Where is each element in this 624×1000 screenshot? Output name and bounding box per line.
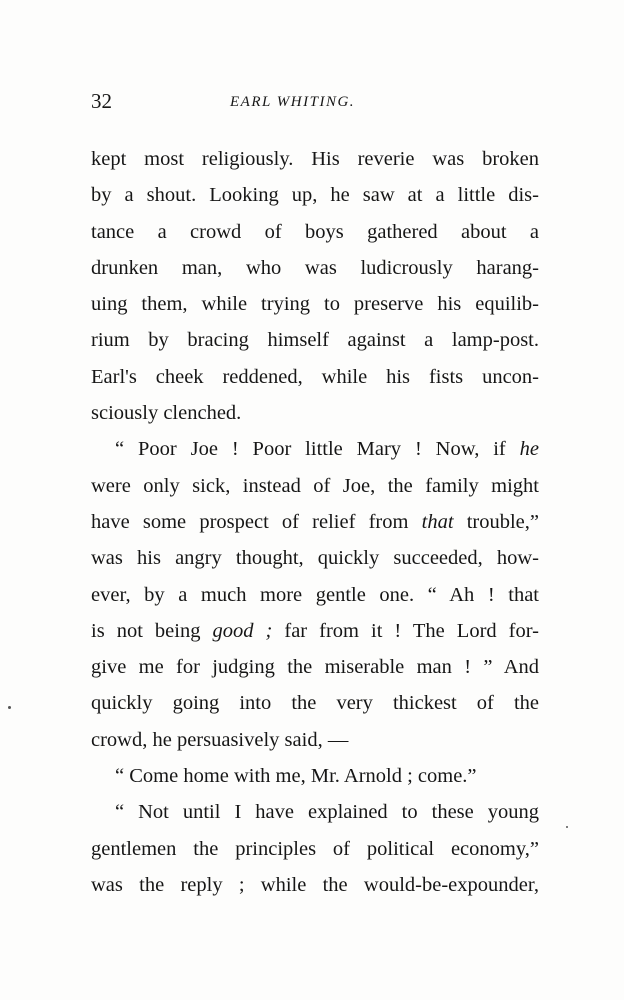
text-line-segment: ever, by a much more gentle one. “ Ah ! that bbox=[91, 583, 539, 606]
text-line-segment: give me for judging the miserable man ! ” And bbox=[91, 656, 539, 679]
text-line bbox=[91, 217, 539, 253]
text-line bbox=[91, 507, 539, 543]
text-line bbox=[91, 543, 539, 579]
body-text bbox=[91, 144, 539, 906]
text-line bbox=[91, 616, 539, 652]
text-line bbox=[91, 253, 539, 289]
text-line bbox=[91, 325, 539, 361]
text-line-segment: was his angry thought, quickly succeeded, how- bbox=[91, 547, 539, 570]
text-line-segment: rium by bracing himself against a lamp-post. bbox=[91, 329, 539, 352]
text-line-segment: is not being bbox=[91, 619, 213, 642]
page-number: 32 bbox=[91, 89, 112, 113]
text-line-segment: trouble,” bbox=[453, 510, 539, 533]
text-line bbox=[91, 725, 539, 761]
text-line bbox=[91, 834, 539, 870]
text-line-segment: by a shout. Looking up, he saw at a little dis- bbox=[91, 184, 539, 207]
text-line bbox=[91, 289, 539, 325]
italic-word: that bbox=[421, 510, 454, 533]
text-line-segment: uing them, while trying to preserve his equilib- bbox=[91, 293, 539, 316]
text-line bbox=[91, 471, 539, 507]
page-header bbox=[91, 88, 537, 118]
text-line bbox=[91, 652, 539, 688]
text-line bbox=[91, 580, 539, 616]
text-line-segment: kept most religiously. His reverie was broken bbox=[91, 148, 539, 170]
text-line bbox=[91, 797, 539, 833]
text-line-segment: have some prospect of relief from bbox=[91, 510, 422, 533]
text-line-segment: “ Come home with me, Mr. Arnold ; come.” bbox=[115, 765, 477, 788]
text-line-segment: “ Poor Joe ! Poor little Mary ! Now, if bbox=[115, 438, 520, 461]
margin-speck bbox=[566, 826, 568, 828]
text-line bbox=[91, 688, 539, 724]
text-line-segment: far from it ! The Lord for- bbox=[272, 619, 539, 642]
text-line-segment: tance a crowd of boys gathered about a bbox=[91, 220, 539, 243]
text-line-segment: gentlemen the principles of political economy,” bbox=[91, 837, 539, 860]
text-line-segment: crowd, he persuasively said, — bbox=[91, 728, 349, 751]
text-line-segment: was the reply ; while the would-be-expounder, bbox=[91, 873, 539, 896]
text-line-segment: drunken man, who was ludicrously harang- bbox=[91, 256, 539, 279]
text-line bbox=[91, 180, 539, 216]
text-line-segment: sciously clenched. bbox=[91, 402, 242, 425]
text-line bbox=[91, 761, 539, 797]
text-line bbox=[91, 362, 539, 398]
text-line bbox=[91, 398, 539, 434]
text-line bbox=[91, 870, 539, 906]
text-line bbox=[91, 434, 539, 470]
text-line-segment: were only sick, instead of Joe, the family might bbox=[91, 474, 539, 497]
text-line-segment: “ Not until I have explained to these young bbox=[115, 801, 539, 824]
text-line-segment: quickly going into the very thickest of the bbox=[91, 692, 539, 715]
text-line bbox=[91, 144, 539, 180]
margin-speck bbox=[8, 706, 11, 709]
text-line-segment: Earl's cheek reddened, while his fists uncon- bbox=[91, 365, 539, 388]
running-head: EARL WHITING. bbox=[230, 94, 356, 110]
italic-word: he bbox=[519, 438, 539, 461]
italic-word: good ; bbox=[212, 619, 273, 642]
